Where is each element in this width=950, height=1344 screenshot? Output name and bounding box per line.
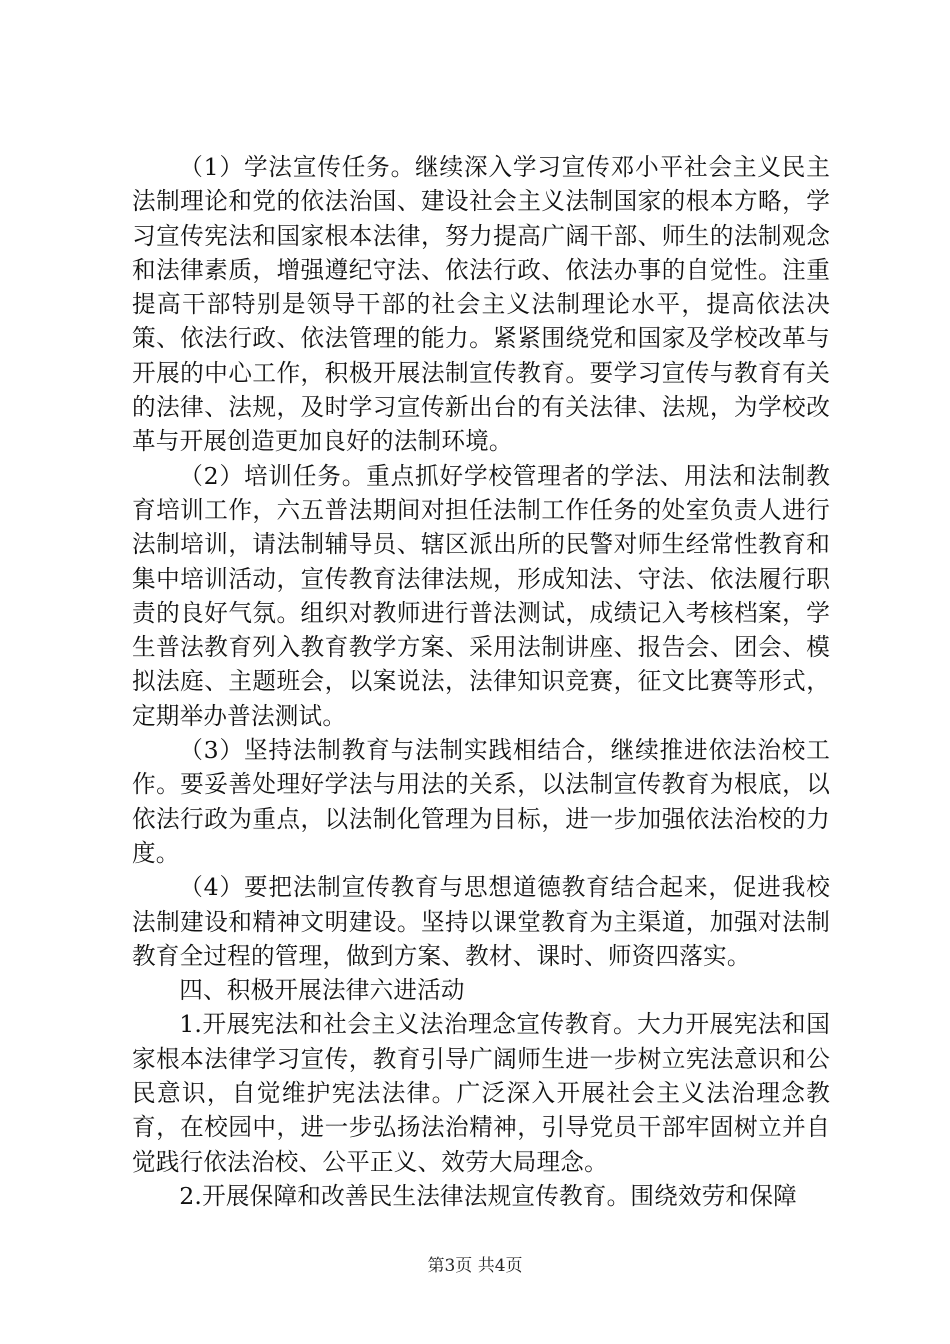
paragraph-training-task: （2）培训任务。重点抓好学校管理者的学法、用法和法制教育培训工作，六五普法期间对担任法制工作任务的处室负责人进行法制培训，请法制辅导员、辖区派出所的民警对师生经常性教育和集中培训活动，宣传教育法律法规，形成知法、守法、依法履行职责的良好气氛。组织对教师进行普法测试，成绩记入考核档案，学生普法教育列入教育教学方案、采用法制讲座、报告会、团会、模拟法庭、主题班会，以案说法，法律知识竞赛，征文比赛等形式，定期举办普法测试。 xyxy=(132,461,830,730)
section-heading: 四、积极开展法律六进活动 xyxy=(179,976,465,1005)
page-footer: 第3页 共4页 xyxy=(427,1256,523,1276)
paragraph-livelihood-education: 2.开展保障和改善民生法律法规宣传教育。围绕效劳和保障 xyxy=(179,1181,797,1210)
paragraph-law-practice: （3）坚持法制教育与法制实践相结合，继续推进依法治校工作。要妥善处理好学法与用法的关系，以法制宣传教育为根底，以依法行政为重点，以法制化管理为目标，进一步加强依法治校的力度。 xyxy=(132,736,830,867)
paragraph-law-publicity-task: （1）学法宣传任务。继续深入学习宣传邓小平社会主义民主法制理论和党的依法治国、建设社会主义法制国家的根本方略，学习宣传宪法和国家根本法律，努力提高广阔干部、师生的法制观念和法律素质，增强遵纪守法、依法行政、依法办事的自觉性。注重提高干部特别是领导干部的社会主义法制理论水平，提高依法决策、依法行政、依法管理的能力。紧紧围绕党和国家及学校改革与开展的中心工作，积极开展法制宣传教育。要学习宣传与教育有关的法律、法规，及时学习宣传新出台的有关法律、法规，为学校改革与开展创造更加良好的法制环境。 xyxy=(132,153,830,456)
paragraph-constitution-education: 1.开展宪法和社会主义法治理念宣传教育。大力开展宪法和国家根本法律学习宣传，教育引导广阔师生进一步树立宪法意识和公民意识，自觉维护宪法法律。广泛深入开展社会主义法治理念教育，在校园中，进一步弘扬法治精神，引导党员干部牢固树立并自觉践行依法治校、公平正义、效劳大局理念。 xyxy=(132,1010,830,1176)
paragraph-moral-education: （4）要把法制宣传教育与思想道德教育结合起来，促进我校法制建设和精神文明建设。坚持以课堂教育为主渠道，加强对法制教育全过程的管理，做到方案、教材、课时、师资四落实。 xyxy=(132,873,830,970)
document-body xyxy=(132,150,830,1213)
